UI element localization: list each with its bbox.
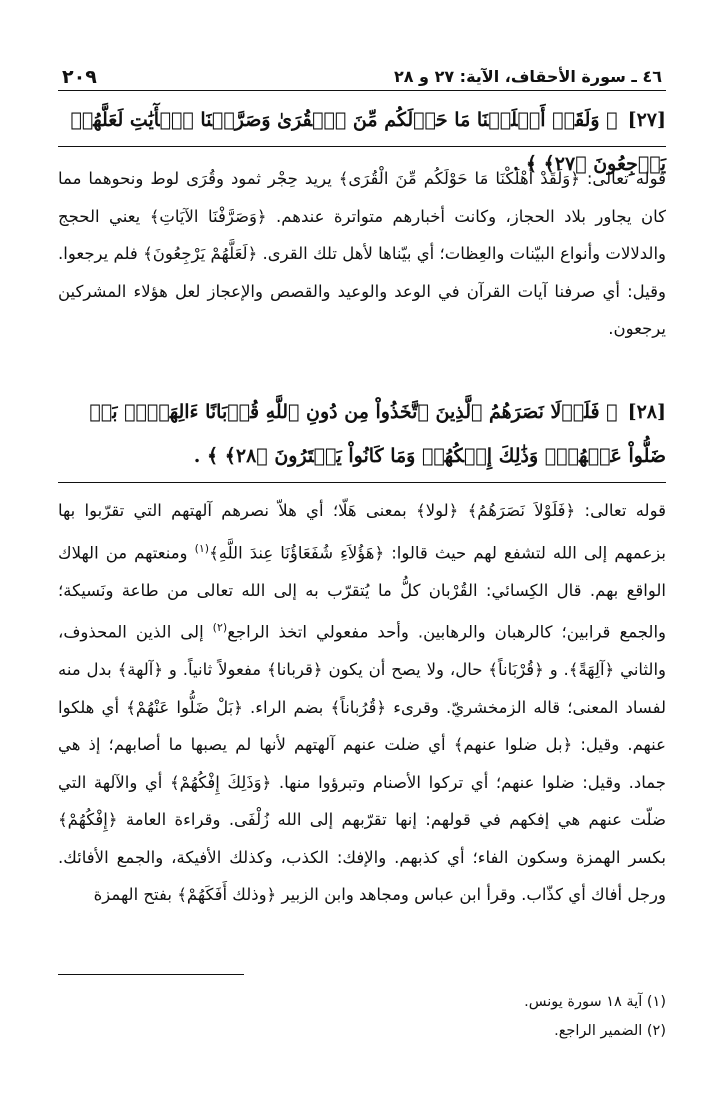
footnote-divider — [58, 974, 244, 975]
footnote: (١) آية ١٨ سورة يونس. — [524, 994, 666, 1010]
verse-number: [٢٨] — [627, 401, 666, 423]
verse-28 — [58, 390, 666, 483]
footnote-reference[interactable]: (١) — [194, 541, 210, 555]
page-header — [58, 60, 666, 91]
commentary-part: ومنعتهم من الهلاك الواقع بهم. قال الكِسائي: القُرْبان كلُّ ما يُتقرّب به إلى الله تعالى من طاعة ونَسيكة؛ والجمع قرابين؛ كالرهبان والرهابين. وأحد مفعولي اتخذ الراجع — [58, 543, 666, 642]
page-number: ٢٠٩ — [62, 66, 97, 88]
running-title: ٤٦ ـ سورة الأحقاف، الآية: ٢٧ و ٢٨ — [393, 67, 662, 86]
footnote-reference[interactable]: (٢) — [212, 621, 228, 634]
verse-text: ﴿ وَلَقَدۡ أَهۡلَكۡنَا مَا حَوۡلَكُم مِّنَ ٱلۡقُرَىٰ وَصَرَّفۡنَا ٱلۡأٓيَٰتِ لَعَلَّهُمۡ يَرۡجِعُونَ ﴿٢٧﴾ ﴾ . — [70, 109, 666, 175]
footnote: (٢) الضمير الراجع. — [554, 1023, 666, 1039]
commentary-part: قوله تعالى: ﴿فَلَوْلاَ نَصَرَهُمُ﴾ ﴿لولا﴾ بمعنى هَلّا؛ أي هلاّ نصرهم آلهتهم التي تقرّبوا بها بزعمهم إلى الله لتشفع لهم حيث قالوا: ﴿هَؤُلاَءِ شُفَعَاؤُنَا عِندَ اللَّهِ﴾ — [58, 501, 666, 562]
commentary-part: إلى الذين المحذوف، والثاني ﴿آلِهَةً﴾. و ﴿قُرْبَاناً﴾ حال، ولا يصح أن يكون ﴿قربانا﴾ مفعولاً ثانياً. و ﴿آلهة﴾ بدل منه لفساد المعنى؛ قاله الزمخشريّ. وقرىء ﴿قُرُباناً﴾ بضم الراء. ﴿بَلْ ضَلُّوا عَنْهُمْ﴾ أي هلكوا عنهم. وقيل: ﴿بل ضلوا عنهم﴾ أي ضلت عنهم آلهتهم لأنها لم يصبها ما أصابهم؛ إذ هي جماد. وقيل: ضلوا عنهم؛ أي تركوا الأصنام وتبرؤوا منها. ﴿وَذَلِكَ إِفْكُهُمْ﴾ أي والآلهة التي ضلّت عنهم هي إفكهم في قولهم: إنها تقرّبهم إلى الله زُلْفَى. وقراءة العامة ﴿إِفْكُهُمْ﴾ بكسر الهمزة وسكون الفاء؛ أي كذبهم. والإفك: الكذب، وكذلك الأفيكة، والجمع الأفائك. ورجل أفاك أي كذّاب. وقرأ ابن عباس ومجاهد وابن الزبير ﴿وذلك أَفَكَهُمْ﴾ بفتح الهمزة — [58, 622, 666, 904]
commentary-verse-28 — [58, 492, 666, 914]
verse-number: [٢٧] — [627, 109, 666, 131]
commentary-verse-27: قوله تعالى: ﴿وَلَقَدْ أَهْلَكْنَا مَا حَوْلَكُم مِّنَ الْقُرَى﴾ يريد حِجْر ثمود وقُرَى لوط ونحوهما مما كان يجاور بلاد الحجاز، وكانت أخبارهم متواترة عندهم. ﴿وَصَرَّفْنَا الآيَاتِ﴾ يعني الحجج والدلالات وأنواع البيّنات والعِظات؛ أي بيّناها لأهل تلك القرى. ﴿لَعَلَّهُمْ يَرْجِعُونَ﴾ فلم يرجعوا. وقيل: أي صرفنا آيات القرآن في الوعد والوعيد والقصص والإعجاز لعل هؤلاء المشركين يرجعون. — [58, 169, 666, 338]
book-page — [58, 60, 666, 1070]
verse-27 — [58, 98, 666, 175]
footnotes — [58, 988, 666, 1046]
verse-text: ﴿ فَلَوۡلَا نَصَرَهُمُ ٱلَّذِينَ ٱتَّخَذُواْ مِن دُونِ ٱللَّهِ قُرۡبَانًا ءَالِهَةَۢۖ بَلۡ ضَلُّواْ عَنۡهُمۡۚ وَذَٰلِكَ إِفۡكُهُمۡ وَمَا كَانُواْ يَفۡتَرُونَ ﴿٢٨﴾ ﴾ . — [89, 401, 666, 467]
